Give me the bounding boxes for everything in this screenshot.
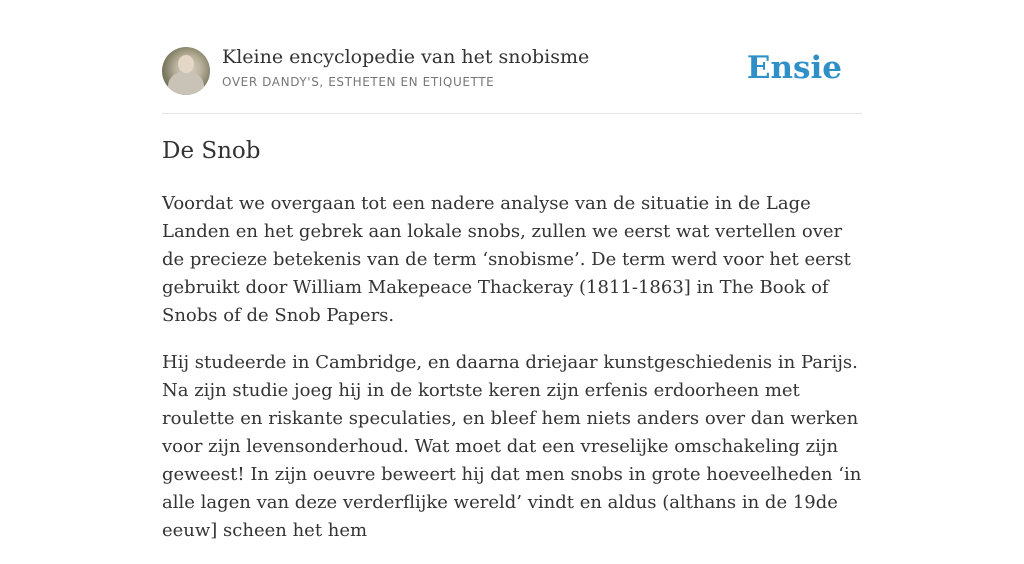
article-paragraph: Voordat we overgaan tot een nadere analyse van de situatie in de Lage Landen en het gebrek aan lokale snobs, zullen we eerst wat vertellen over de precieze betekenis van de term ‘snobisme’. De term werd voor het eerst gebruikt door William Makepeace Thackeray (1811-1863] in The Book of Snobs of de Snob Papers. bbox=[162, 193, 851, 326]
article-title: De Snob bbox=[162, 138, 261, 164]
brand-logo-link[interactable]: Ensie bbox=[746, 50, 842, 86]
article-paragraph: Hij studeerde in Cambridge, en daarna driejaar kunstgeschiedenis in Parijs. Na zijn studie joeg hij in de kortste keren zijn erfenis erdoorheen met roulette en riskante speculaties, en bleef hem niets anders over dan werken voor zijn levensonderhoud. Wat moet dat een vreselijke omschakeling zijn geweest! In zijn oeuvre beweert hij dat men snobs in grote hoeveelheden ‘in alle lagen van deze verderflijke wereld’ vindt en aldus (althans in de 19de eeuw] scheen het hem bbox=[162, 352, 862, 541]
avatar-face bbox=[178, 55, 194, 73]
site-subtitle: OVER DANDY'S, ESTHETEN EN ETIQUETTE bbox=[222, 75, 495, 89]
article-body bbox=[162, 190, 862, 564]
site-title[interactable]: Kleine encyclopedie van het snobisme bbox=[222, 46, 590, 68]
author-avatar[interactable] bbox=[162, 47, 210, 95]
avatar-shoulders bbox=[168, 71, 204, 95]
site-header bbox=[162, 46, 862, 114]
